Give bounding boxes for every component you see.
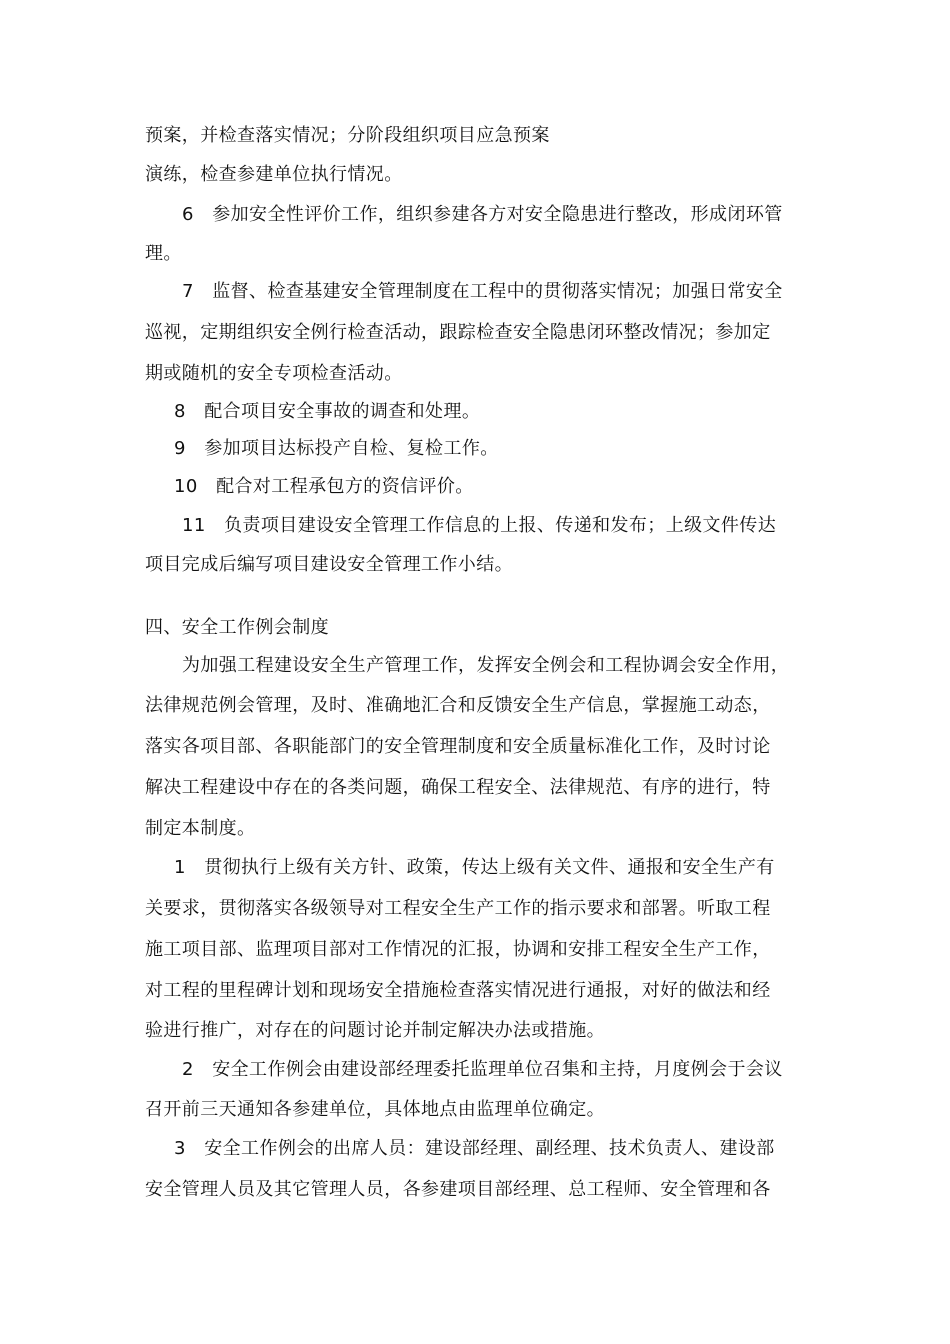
text-line: 巡视，定期组织安全例行检查活动，跟踪检查安全隐患闭环整改情况；参加定 (145, 322, 771, 343)
text-line: 召开前三天通知各参建单位，具体地点由监理单位确定。 (145, 1099, 605, 1120)
text-line: 预案，并检查落实情况；分阶段组织项目应急预案 (145, 125, 550, 146)
list-item-3: 3 安全工作例会的出席人员：建设部经理、副经理、技术负责人、建设部 (174, 1138, 775, 1159)
text-line: 施工项目部、监理项目部对工作情况的汇报，协调和安排工程安全生产工作， (145, 939, 771, 960)
paragraph-line: 为加强工程建设安全生产管理工作，发挥安全例会和工程协调会安全作用， (182, 655, 790, 676)
text-line: 验进行推广，对存在的问题讨论并制定解决办法或措施。 (145, 1020, 605, 1041)
text-line: 项目完成后编写项目建设安全管理工作小结。 (145, 554, 513, 575)
list-item-2: 2 安全工作例会由建设部经理委托监理单位召集和主持，月度例会于会议 (182, 1059, 783, 1080)
paragraph-line: 落实各项目部、各职能部门的安全管理制度和安全质量标准化工作，及时讨论 (145, 736, 771, 757)
text-line: 演练，检查参建单位执行情况。 (145, 164, 403, 185)
list-item-11: 11 负责项目建设安全管理工作信息的上报、传递和发布；上级文件传达 (182, 515, 777, 536)
list-item-7: 7 监督、检查基建安全管理制度在工程中的贯彻落实情况；加强日常安全 (182, 281, 783, 302)
list-item-8: 8 配合项目安全事故的调查和处理。 (174, 401, 481, 422)
paragraph-line: 法律规范例会管理，及时、准确地汇合和反馈安全生产信息，掌握施工动态， (145, 695, 771, 716)
text-line: 期或随机的安全专项检查活动。 (145, 363, 403, 384)
paragraph-line: 解决工程建设中存在的各类问题，确保工程安全、法律规范、有序的进行，特 (145, 777, 771, 798)
text-line: 对工程的里程碑计划和现场安全措施检查落实情况进行通报，对好的做法和经 (145, 980, 771, 1001)
list-item-9: 9 参加项目达标投产自检、复检工作。 (174, 438, 499, 459)
paragraph-line: 制定本制度。 (145, 818, 256, 839)
text-line: 安全管理人员及其它管理人员，各参建项目部经理、总工程师、安全管理和各 (145, 1179, 771, 1200)
text-line: 理。 (145, 243, 182, 264)
list-item-1: 1 贯彻执行上级有关方针、政策，传达上级有关文件、通报和安全生产有 (174, 857, 775, 878)
list-item-10: 10 配合对工程承包方的资信评价。 (174, 476, 474, 497)
text-line: 关要求，贯彻落实各级领导对工程安全生产工作的指示要求和部署。听取工程 (145, 898, 771, 919)
section-heading: 四、安全工作例会制度 (145, 617, 329, 638)
list-item-6: 6 参加安全性评价工作，组织参建各方对安全隐患进行整改，形成闭环管 (182, 204, 783, 225)
